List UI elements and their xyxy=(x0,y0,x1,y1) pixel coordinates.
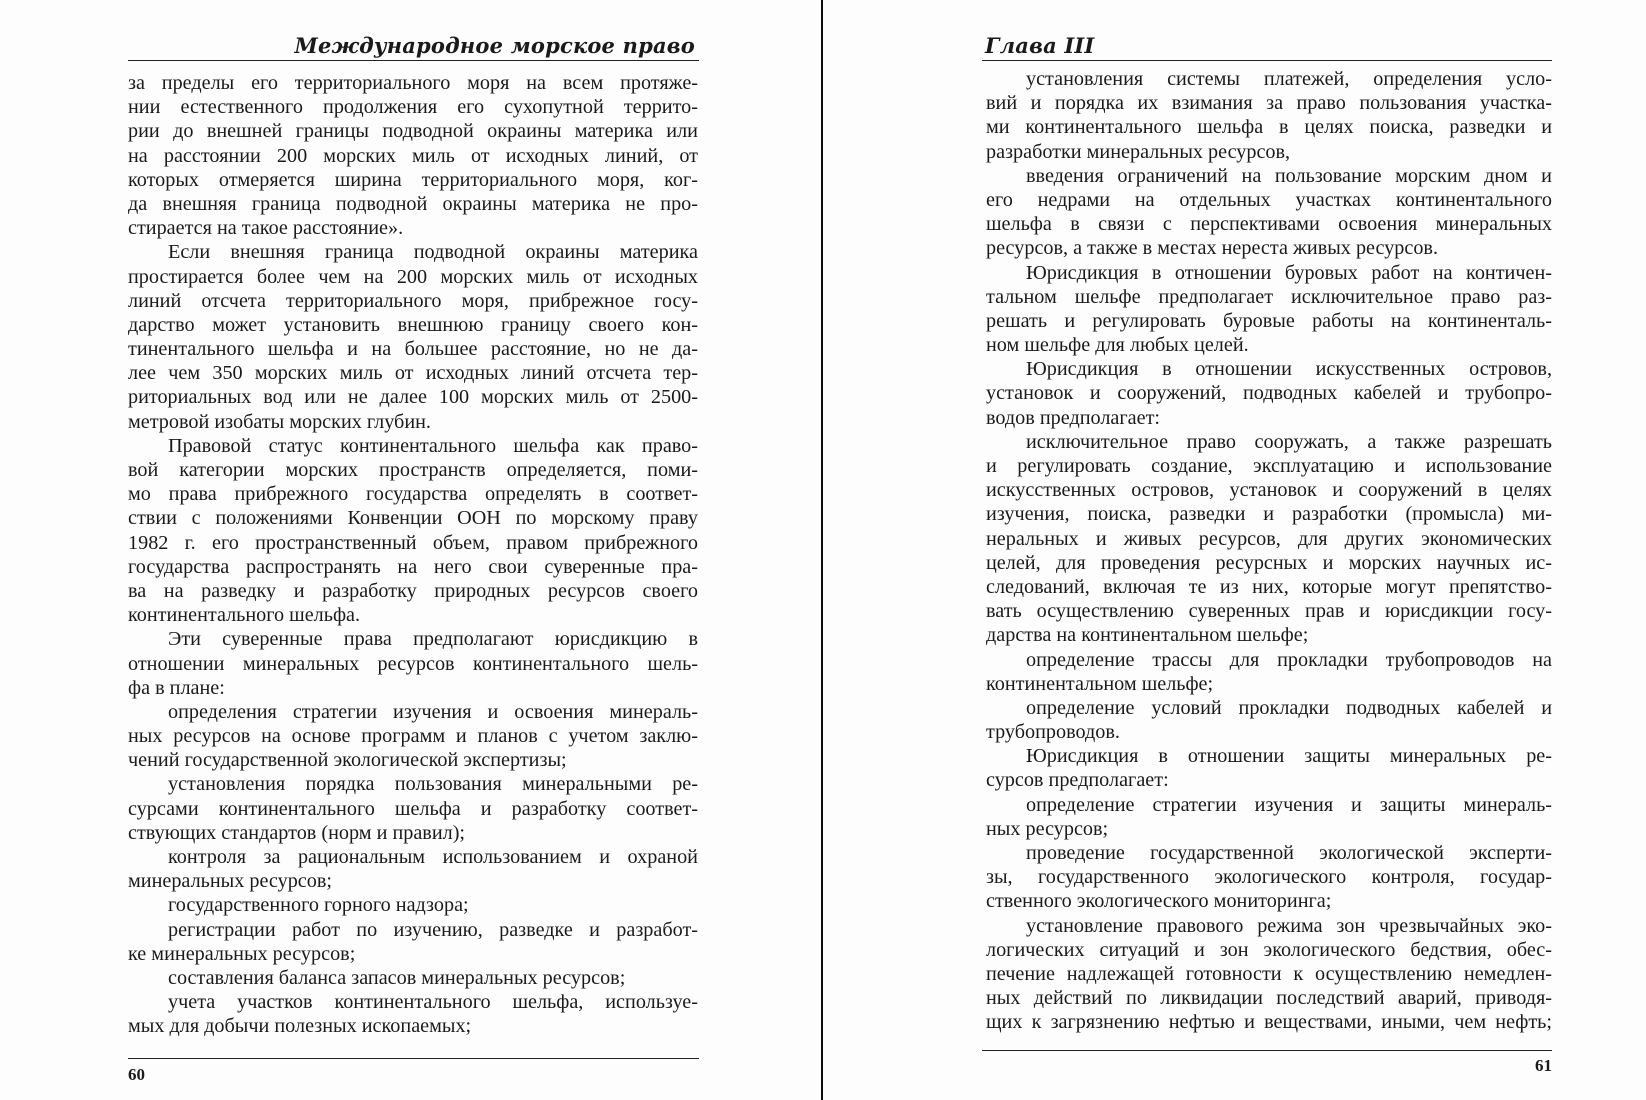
text-line: государственного горного надзора; xyxy=(168,894,469,917)
text-line: Юрисдикция в отношении защиты минеральных ре- xyxy=(1026,745,1552,768)
text-line: лее чем 350 морских миль от исходных линий отсчета тер- xyxy=(128,362,698,385)
text-line: установок и сооружений, подводных кабелей и трубопро- xyxy=(986,382,1552,405)
text-line: определение стратегии изучения и защиты минераль- xyxy=(1026,793,1552,816)
text-line: Юрисдикция в отношении буровых работ на контичен- xyxy=(1026,261,1552,284)
text-line: дарства на континентальном шельфе; xyxy=(986,624,1309,647)
text-line: ствии с положениями Конвенции ООН по морскому праву xyxy=(128,507,698,530)
text-line: учета участков континентального шельфа, используе- xyxy=(168,991,698,1014)
text-line: ных ресурсов на основе программ и планов с учетом заклю- xyxy=(128,725,698,748)
text-line: введения ограничений на пользование морским дном и xyxy=(1026,164,1552,187)
text-line: Юрисдикция в отношении искусственных островов, xyxy=(1026,358,1552,381)
text-line: отношении минеральных ресурсов континентального шель- xyxy=(128,652,698,675)
text-line: регистрации работ по изучению, разведке и разработ- xyxy=(168,918,698,941)
text-line: мо права прибрежного государства определять в соответ- xyxy=(128,483,698,506)
text-line: щих к загрязнению нефтью и веществами, иными, чем нефть; xyxy=(986,1011,1552,1034)
text-line: риториальных вод или не далее 100 морских миль от 2500- xyxy=(128,386,698,409)
text-line: установление правового режима зон чрезвычайных эко- xyxy=(1026,914,1552,937)
text-line: Если внешняя граница подводной окраины материка xyxy=(168,241,698,264)
text-line: составления баланса запасов минеральных ресурсов; xyxy=(168,966,626,989)
text-line: зы, государственного экологического контроля, государ- xyxy=(986,866,1552,889)
text-line: проведение государственной экологической эксперти- xyxy=(1026,842,1552,864)
text-line: метровой изобаты морских глубин. xyxy=(128,410,431,433)
header-rule xyxy=(982,60,1552,61)
text-line: искусственных островов, установок и сооружений в целях xyxy=(986,479,1552,502)
text-line: 1982 г. его пространственный объем, правом прибрежного xyxy=(128,531,698,554)
text-line: ствующих стандартов (норм и правил); xyxy=(128,821,466,844)
text-line: рии до внешней границы подводной окраины материка или xyxy=(128,120,698,143)
text-line: фа в плане: xyxy=(128,676,225,699)
text-line: разработки минеральных ресурсов, xyxy=(986,140,1291,163)
text-line: нии естественного продолжения его сухопутной террито- xyxy=(128,96,698,119)
text-line: государства распространять на него свои суверенные пра- xyxy=(128,555,698,578)
text-line: сурсов предполагает: xyxy=(986,769,1169,792)
text-line: трубопроводов. xyxy=(986,721,1120,744)
text-line: изучения, поиска, разведки и разработки (промысла) ми- xyxy=(986,503,1552,526)
page-number: 61 xyxy=(1535,1056,1552,1075)
text-line: которых отмеряется ширина территориального моря, ког- xyxy=(128,168,698,191)
text-line: целей, для проведения ресурсных и морских научных ис- xyxy=(986,551,1552,574)
text-line: установления порядка пользования минеральными ре- xyxy=(168,773,698,796)
text-line: ном шельфе для любых целей. xyxy=(986,334,1249,357)
text-line: и регулировать создание, эксплуатацию и использование xyxy=(986,455,1552,477)
header-rule xyxy=(128,60,699,61)
text-line: определения стратегии изучения и освоения минераль- xyxy=(168,700,698,723)
text-line: вать осуществлению суверенных прав и юрисдикции госу- xyxy=(986,600,1552,623)
text-line: за пределы его территориального моря на всем протяже- xyxy=(128,72,698,94)
text-line: Правовой статус континентального шельфа как право- xyxy=(168,434,698,457)
text-line: простирается более чем на 200 морских миль от исходных xyxy=(128,265,698,288)
text-line: вой категории морских пространств определяется, поми- xyxy=(128,459,698,481)
text-line: тальном шельфе предполагает исключительное право раз- xyxy=(986,285,1552,308)
text-line: вий и порядка их взимания за право пользования участка- xyxy=(986,92,1552,115)
running-head: Глава III xyxy=(985,33,1095,58)
footer-rule xyxy=(982,1050,1552,1051)
text-line: тинентального шельфа и на большее расстояние, но не да- xyxy=(128,338,698,361)
footer-rule xyxy=(128,1058,699,1059)
text-line: печение надлежащей готовности к осуществлению немедлен- xyxy=(986,962,1552,985)
text-line: следований, включая те из них, которые могут препятство- xyxy=(986,575,1552,598)
text-line: исключительное право сооружать, а также разрешать xyxy=(1026,430,1552,453)
text-line: контроля за рациональным использованием и охраной xyxy=(168,846,698,868)
text-line: решать и регулировать буровые работы на континенталь- xyxy=(986,309,1552,332)
running-head: Международное морское право xyxy=(294,33,695,58)
text-line: определение условий прокладки подводных кабелей и xyxy=(1026,696,1552,719)
page-body-text xyxy=(986,67,1552,1035)
page-number: 60 xyxy=(128,1065,145,1084)
text-line: ми континентального шельфа в целях поиска, разведки и xyxy=(986,116,1552,139)
right-page xyxy=(823,0,1646,1100)
text-line: дарство может установить внешнюю границу своего кон- xyxy=(128,313,698,336)
text-line: стирается на такое расстояние». xyxy=(128,217,404,240)
text-line: установления системы платежей, определения усло- xyxy=(1026,68,1552,90)
text-line: чений государственной экологической экспертизы; xyxy=(128,749,567,772)
text-line: мых для добычи полезных ископаемых; xyxy=(128,1015,472,1038)
text-line: континентальном шельфе; xyxy=(986,672,1214,695)
text-line: ственного экологического мониторинга; xyxy=(986,890,1332,913)
text-line: ва на разведку и разработку природных ресурсов своего xyxy=(128,579,698,602)
text-line: определение трассы для прокладки трубопроводов на xyxy=(1026,648,1552,671)
text-line: ных действий по ликвидации последствий аварий, приводя- xyxy=(986,987,1552,1010)
text-line: да внешняя граница подводной окраины материка не про- xyxy=(128,192,698,215)
text-line: его недрами на отдельных участках континентального xyxy=(986,188,1552,211)
text-line: ке минеральных ресурсов; xyxy=(128,942,356,965)
text-line: логических ситуаций и зон экологического бедствия, обес- xyxy=(986,938,1552,961)
text-line: минеральных ресурсов; xyxy=(128,870,332,893)
text-line: водов предполагает: xyxy=(986,406,1161,429)
text-line: неральных и живых ресурсов, для других экономических xyxy=(986,527,1552,550)
text-line: сурсами континентального шельфа и разработку соответ- xyxy=(128,797,698,820)
text-line: на расстоянии 200 морских миль от исходных линий, от xyxy=(128,144,698,167)
text-line: линий отсчета территориального моря, прибрежное госу- xyxy=(128,289,698,312)
text-line: Эти суверенные права предполагают юрисдикцию в xyxy=(168,628,698,651)
text-line: шельфа в связи с перспективами освоения минеральных xyxy=(986,213,1552,236)
text-line: континентального шельфа. xyxy=(128,604,361,627)
page-body-text xyxy=(128,71,698,1039)
text-line: ных ресурсов; xyxy=(986,817,1109,840)
text-line: ресурсов, а также в местах нереста живых ресурсов. xyxy=(986,237,1439,260)
